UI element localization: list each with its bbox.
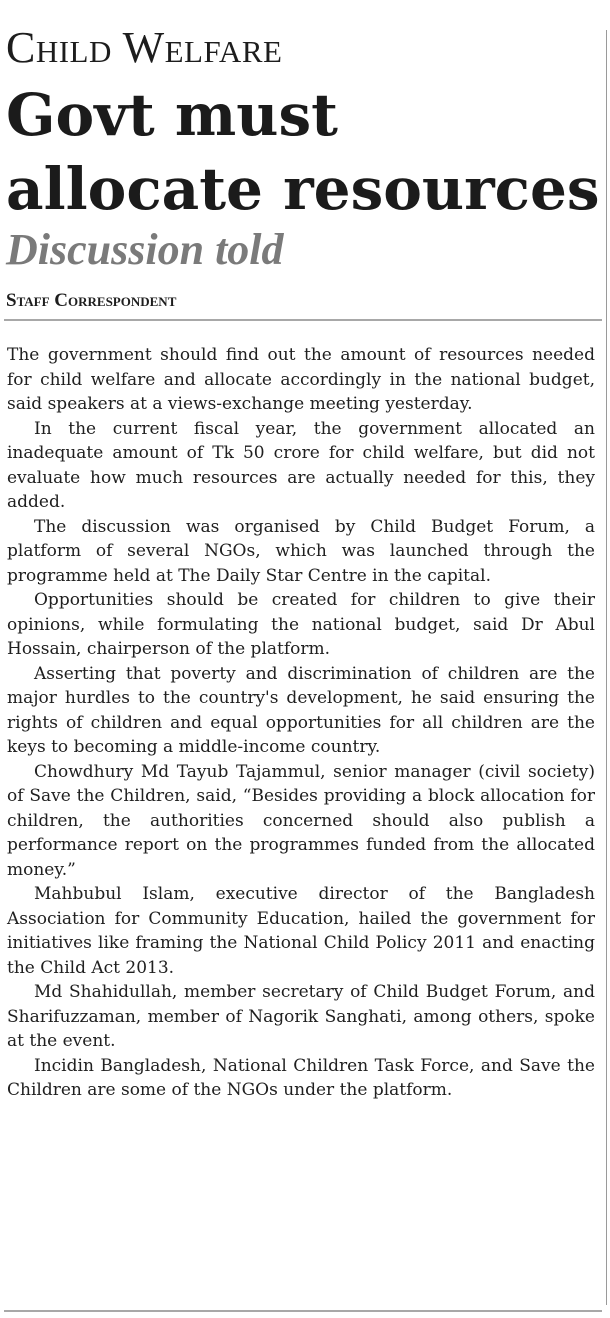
article-paragraph: Mahbubul Islam, executive director of the Bangladesh Association for Community Education, hailed the government for initiatives like framing the National Child Policy 2011 and enacting the Child Act 2013.	[7, 884, 595, 978]
headline: Govt must allocate resources	[6, 81, 600, 223]
article-paragraph: Incidin Bangladesh, National Children Task Force, and Save the Children are some of the NGOs under the platform.	[7, 1055, 595, 1100]
top-divider	[4, 319, 602, 321]
article-paragraph: The government should find out the amount of resources needed for child welfare and allocate accordingly in the national budget, said speakers at a views-exchange meeting yesterday.	[7, 345, 595, 414]
article-paragraph: Chowdhury Md Tayub Tajammul, senior manager (civil society) of Save the Children, said, “Besides providing a block allocation for children, the authorities concerned should also publish a performance report on the programmes funded from the allocated money.”	[7, 761, 595, 880]
article-paragraph: Asserting that poverty and discrimination of children are the major hurdles to the country's development, he said ensuring the rights of children and equal opportunities for all children are the keys to becoming a middle-income country.	[7, 663, 595, 757]
article-paragraph: Md Shahidullah, member secretary of Child Budget Forum, and Sharifuzzaman, member of Nagorik Sanghati, among others, spoke at the event.	[7, 982, 595, 1051]
article-body	[7, 343, 595, 1103]
article-paragraph: The discussion was organised by Child Budget Forum, a platform of several NGOs, which was launched through the programme held at The Daily Star Centre in the capital.	[7, 516, 595, 586]
byline: Staff Correspondent	[6, 290, 177, 311]
subheadline: Discussion told	[6, 225, 284, 274]
article-paragraph: In the current fiscal year, the government allocated an inadequate amount of Tk 50 crore for child welfare, but did not evaluate how much resources are actually needed for this, they added.	[7, 418, 595, 512]
section-kicker: Child Welfare	[6, 23, 283, 72]
bottom-divider	[4, 1310, 602, 1312]
column-rule	[606, 30, 607, 1305]
article-paragraph: Opportunities should be created for children to give their opinions, while formulating the national budget, said Dr Abul Hossain, chairperson of the platform.	[7, 590, 595, 659]
